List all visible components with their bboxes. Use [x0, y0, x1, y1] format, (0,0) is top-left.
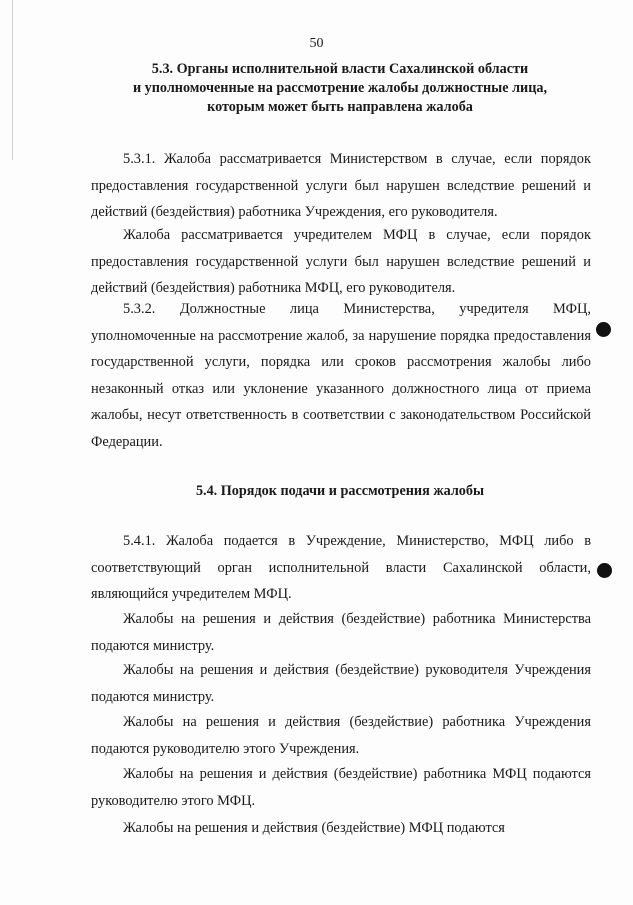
paragraph-mfc-founder: Жалоба рассматривается учредителем МФЦ в случае, если порядок предоставления государственной услуги был нарушен вследствие решений и действий (бездействия) работника МФЦ, его руководителя. — [91, 227, 591, 296]
paragraph-institution-head-complaints: Жалобы на решения и действия (бездействие) руководителя Учреждения подаются министру. — [91, 662, 591, 705]
paragraph-5-3-1: 5.3.1. Жалоба рассматривается Министерством в случае, если порядок предоставления государственной услуги был нарушен вследствие решений и действий (бездействия) работника Учреждения, его руководителя. — [91, 151, 591, 220]
paragraph-ministry-complaints: Жалобы на решения и действия (бездействие) работника Министерства подаются министру. — [91, 611, 591, 654]
section-5-3-title-line: и уполномоченные на рассмотрение жалобы должностные лица, — [132, 80, 548, 96]
paragraph-institution-employee-complaints: Жалобы на решения и действия (бездействие) работника Учреждения подаются руководителю этого Учреждения. — [91, 714, 591, 757]
paragraph-mfc-employee-complaints: Жалобы на решения и действия (бездействие) работника МФЦ подаются руководителю этого МФЦ. — [91, 766, 591, 809]
section-5-3-title-line: которым может быть направлена жалоба — [207, 99, 473, 115]
section-5-4-title: 5.4. Порядок подачи и рассмотрения жалобы — [195, 483, 485, 499]
margin-dot-mark — [597, 563, 612, 578]
paragraph-mfc-complaints: Жалобы на решения и действия (бездействие) МФЦ подаются — [123, 820, 505, 836]
margin-dot-mark — [596, 322, 611, 337]
section-5-3-title-line: 5.3. Органы исполнительной власти Сахалинской области — [151, 61, 529, 77]
section-5-3-title — [90, 60, 590, 117]
paragraph-5-3-2: 5.3.2. Должностные лица Министерства, учредителя МФЦ, уполномоченные на рассмотрение жалоб, за нарушение порядка предоставления государственной услуги, порядка или сроков рассмотрения жалобы либо незаконный отказ или уклонение указанного должностного лица от приема жалобы, несут ответственность в соответствии с законодательством Российской Федерации. — [91, 301, 591, 450]
paragraph-5-4-1: 5.4.1. Жалоба подается в Учреждение, Министерство, МФЦ либо в соответствующий орган исполнительной власти Сахалинской области, являющийся учредителем МФЦ. — [91, 533, 591, 602]
scan-edge-line — [12, 0, 13, 160]
page-number: 50 — [309, 36, 324, 51]
